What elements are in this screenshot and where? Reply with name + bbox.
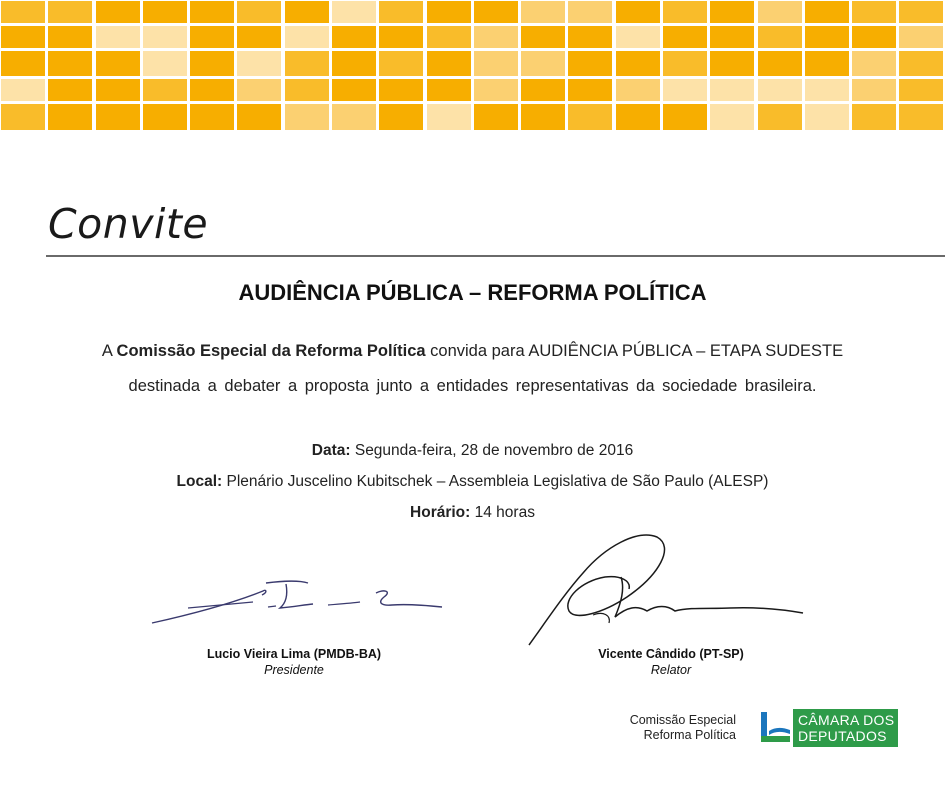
rapporteur-role: Relator — [650, 663, 692, 677]
banner-tile — [568, 79, 612, 101]
time-row — [0, 504, 945, 522]
banner-tile — [285, 26, 329, 48]
banner-tile — [190, 1, 234, 23]
banner-tile — [899, 79, 943, 101]
banner-tile — [190, 26, 234, 48]
banner-tile — [143, 79, 187, 101]
banner-tile — [96, 104, 140, 130]
committee-name: Comissão Especial da Reforma Política — [116, 342, 426, 360]
banner-tile — [568, 51, 612, 76]
banner-tile — [237, 1, 281, 23]
banner-tile — [379, 104, 423, 130]
banner-tile — [285, 51, 329, 76]
banner-tile — [758, 79, 802, 101]
intro-line-1 — [65, 342, 880, 361]
banner-tile — [143, 51, 187, 76]
date-row — [0, 442, 945, 460]
banner-tile — [379, 79, 423, 101]
main-heading: AUDIÊNCIA PÚBLICA – REFORMA POLÍTICA — [238, 280, 707, 305]
banner-tile — [899, 1, 943, 23]
intro-suffix: convida para AUDIÊNCIA PÚBLICA – ETAPA SUDESTE — [425, 342, 844, 360]
banner-tile — [285, 79, 329, 101]
banner-tile — [237, 104, 281, 130]
place-value: Plenário Juscelino Kubitschek – Assembleia Legislativa de São Paulo (ALESP) — [222, 473, 769, 490]
camara-logo-line-2: DEPUTADOS — [798, 728, 887, 744]
committee-logo-line-1: Comissão Especial — [629, 713, 736, 727]
banner-tile — [48, 26, 92, 48]
camara-logo — [757, 709, 898, 747]
page-title: Convite — [48, 200, 209, 248]
banner-tile — [143, 26, 187, 48]
banner-tile — [48, 1, 92, 23]
banner-tile — [710, 79, 754, 101]
banner-tile — [427, 51, 471, 76]
banner-tile — [852, 79, 896, 101]
banner-tile — [143, 104, 187, 130]
banner-tile — [663, 104, 707, 130]
banner-tile — [805, 104, 849, 130]
banner-tile — [616, 51, 660, 76]
banner-tile — [899, 104, 943, 130]
banner-tile — [1, 79, 45, 101]
president-name: Lucio Vieira Lima (PMDB-BA) — [206, 647, 382, 661]
banner-tile — [474, 79, 518, 101]
header-banner — [0, 0, 945, 132]
banner-tile — [805, 1, 849, 23]
banner-tile — [710, 104, 754, 130]
banner-tile — [758, 1, 802, 23]
banner-tile — [237, 26, 281, 48]
banner-tile — [96, 79, 140, 101]
banner-tile — [285, 104, 329, 130]
banner-tile — [48, 104, 92, 130]
banner-tile — [899, 26, 943, 48]
banner-tile — [96, 51, 140, 76]
banner-tile — [758, 104, 802, 130]
banner-tile — [190, 104, 234, 130]
banner-tile — [332, 104, 376, 130]
banner-tile — [332, 1, 376, 23]
camara-logo-text — [798, 712, 896, 744]
banner-tile — [379, 51, 423, 76]
rapporteur-signature — [525, 525, 810, 650]
committee-logo-line-2: Reforma Política — [643, 728, 736, 742]
banner-tile — [474, 26, 518, 48]
banner-tile — [710, 51, 754, 76]
banner-tile — [521, 79, 565, 101]
banner-tile — [663, 51, 707, 76]
date-value: Segunda-feira, 28 de novembro de 2016 — [350, 442, 634, 459]
banner-tile — [48, 51, 92, 76]
place-row — [0, 473, 945, 491]
banner-tile — [427, 1, 471, 23]
banner-tile — [805, 26, 849, 48]
banner-tile — [521, 51, 565, 76]
banner-tile — [568, 104, 612, 130]
banner-tile — [710, 1, 754, 23]
banner-tile — [332, 51, 376, 76]
banner-tile — [663, 79, 707, 101]
date-label: Data: — [311, 442, 351, 459]
rapporteur-name: Vicente Cândido (PT-SP) — [598, 647, 744, 661]
banner-tile — [332, 26, 376, 48]
banner-tile — [427, 79, 471, 101]
banner-tile — [427, 26, 471, 48]
banner-tile — [758, 51, 802, 76]
intro-prefix: A — [101, 342, 117, 360]
banner-tile — [852, 51, 896, 76]
banner-tile — [616, 26, 660, 48]
banner-tile — [96, 26, 140, 48]
banner-tile — [96, 1, 140, 23]
banner-tile — [710, 26, 754, 48]
title-divider — [46, 255, 945, 257]
place-label: Local: — [176, 473, 223, 490]
banner-tile — [663, 1, 707, 23]
president-signature — [148, 575, 448, 630]
banner-tile — [48, 79, 92, 101]
banner-tile — [521, 1, 565, 23]
banner-tile — [521, 26, 565, 48]
banner-tile — [427, 104, 471, 130]
intro-line-2: destinada a debater a proposta junto a entidades representativas da sociedade brasileira. — [128, 377, 817, 395]
time-label: Horário: — [410, 504, 471, 521]
banner-tile — [237, 79, 281, 101]
banner-tile — [663, 26, 707, 48]
banner-tile — [616, 1, 660, 23]
banner-tile — [568, 1, 612, 23]
banner-tile — [237, 51, 281, 76]
banner-tile — [190, 51, 234, 76]
banner-tile — [474, 1, 518, 23]
banner-tile — [616, 104, 660, 130]
banner-tile — [143, 1, 187, 23]
banner-tile — [1, 104, 45, 130]
banner-tile — [805, 79, 849, 101]
camara-emblem-icon — [757, 709, 793, 747]
banner-tile — [568, 26, 612, 48]
banner-tile — [379, 26, 423, 48]
banner-tile — [1, 26, 45, 48]
president-role: Presidente — [264, 663, 324, 677]
banner-tile — [852, 104, 896, 130]
banner-tile — [852, 1, 896, 23]
banner-tile — [190, 79, 234, 101]
banner-tile — [1, 1, 45, 23]
banner-tile — [474, 104, 518, 130]
banner-tile — [285, 1, 329, 23]
banner-tile — [758, 26, 802, 48]
banner-tile — [379, 1, 423, 23]
banner-tile — [852, 26, 896, 48]
banner-tile — [332, 79, 376, 101]
committee-logo-text — [600, 713, 736, 743]
banner-tile — [805, 51, 849, 76]
banner-tile — [474, 51, 518, 76]
banner-tile — [1, 51, 45, 76]
banner-tile — [521, 104, 565, 130]
time-value: 14 horas — [470, 504, 535, 521]
camara-logo-line-1: CÂMARA DOS — [798, 712, 895, 728]
banner-tile — [616, 79, 660, 101]
banner-tile — [899, 51, 943, 76]
